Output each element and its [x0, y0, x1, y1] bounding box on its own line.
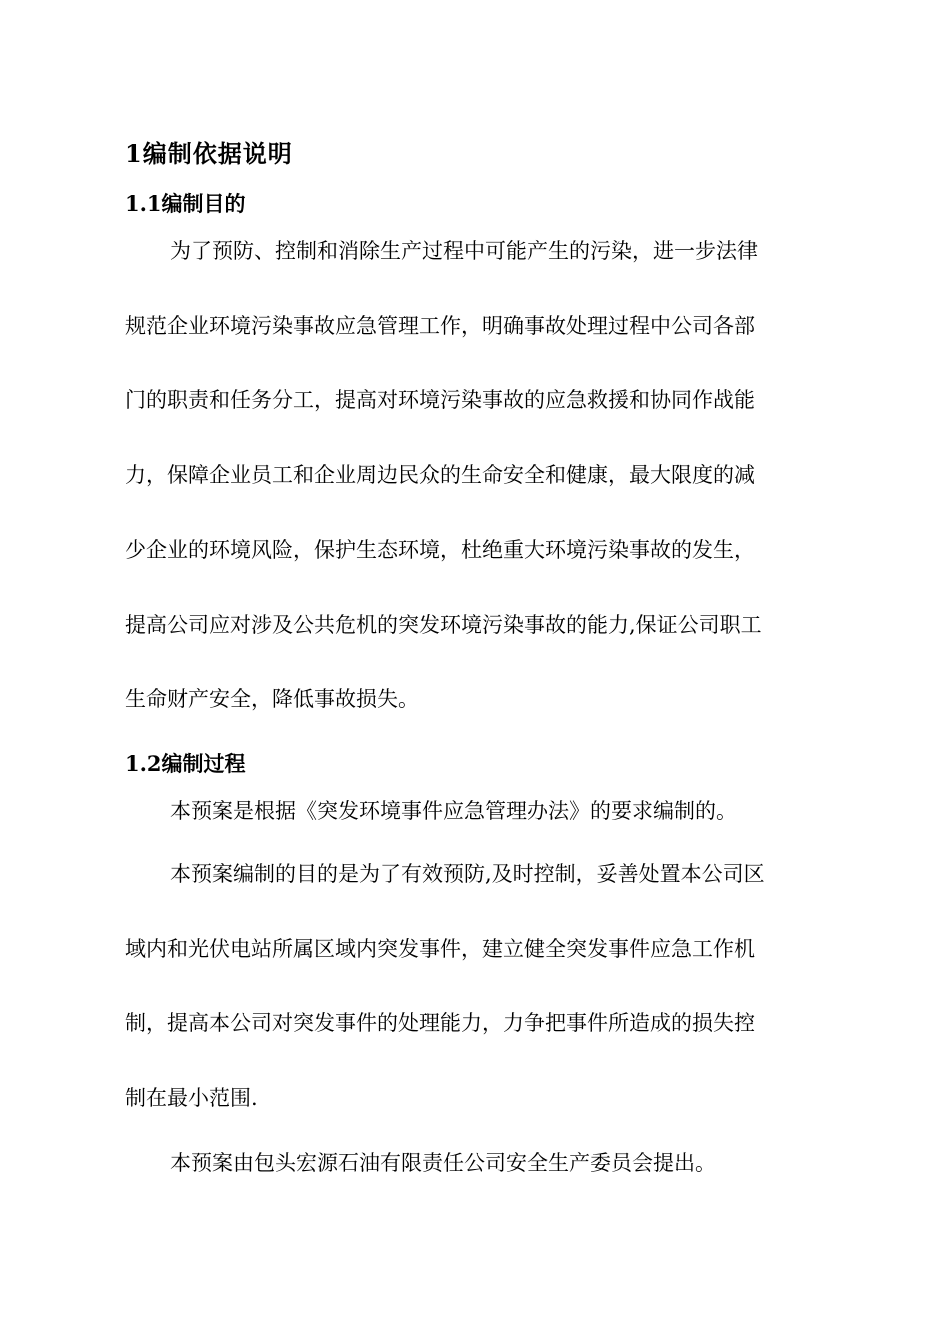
paragraph-line: 本预案编制的目的是为了有效预防,及时控制，妥善处置本公司区: [170, 862, 765, 886]
paragraph-line: 域内和光伏电站所属区域内突发事件，建立健全突发事件应急工作机: [125, 937, 755, 961]
chapter-heading: 1编制依据说明: [125, 139, 293, 168]
paragraph-line: 门的职责和任务分工，提高对环境污染事故的应急救援和协同作战能: [125, 388, 755, 412]
paragraph-line: 少企业的环境风险，保护生态环境，杜绝重大环境污染事故的发生，: [125, 538, 755, 562]
paragraph-line: 本预案由包头宏源石油有限责任公司安全生产委员会提出。: [170, 1151, 716, 1175]
paragraph-line: 提高公司应对涉及公共危机的突发环境污染事故的能力,保证公司职工: [125, 613, 762, 637]
paragraph-line: 本预案是根据《突发环境事件应急管理办法》的要求编制的。: [170, 799, 737, 823]
paragraph-line: 为了预防、控制和消除生产过程中可能产生的污染，进一步法律: [170, 239, 758, 263]
paragraph-line: 制，提高本公司对突发事件的处理能力，力争把事件所造成的损失控: [125, 1011, 755, 1035]
paragraph-line: 规范企业环境污染事故应急管理工作，明确事故处理过程中公司各部: [125, 314, 755, 338]
section-heading-1-1: 1.1编制目的: [125, 191, 246, 216]
section-heading-1-2: 1.2编制过程: [125, 751, 246, 776]
paragraph-line: 生命财产安全，降低事故损失。: [125, 687, 419, 711]
paragraph-line: 制在最小范围.: [125, 1086, 258, 1110]
paragraph-line: 力，保障企业员工和企业周边民众的生命安全和健康，最大限度的减: [125, 463, 755, 487]
